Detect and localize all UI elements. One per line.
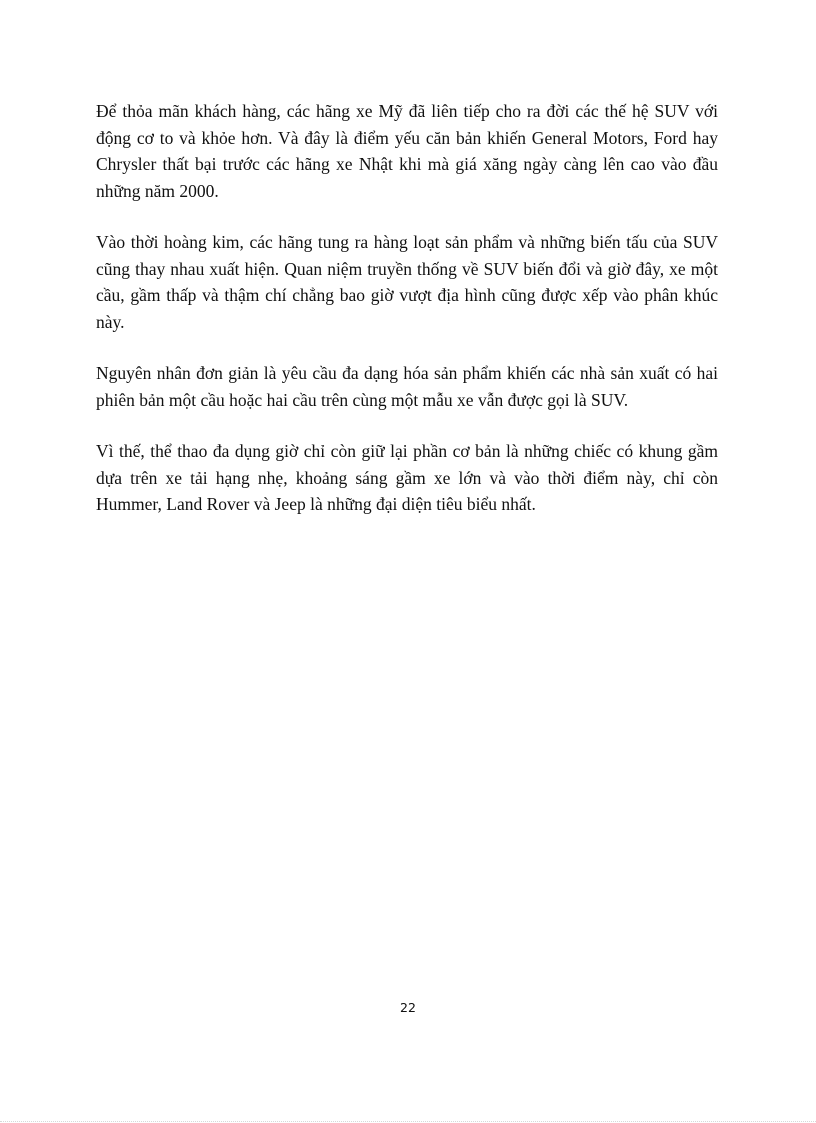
body-text [96, 98, 718, 543]
page-bottom-divider [0, 1121, 816, 1122]
paragraph-3: Nguyên nhân đơn giản là yêu cầu đa dạng hóa sản phẩm khiến các nhà sản xuất có hai phiên bản một cầu hoặc hai cầu trên cùng một mẫu xe vẫn được gọi là SUV. [96, 363, 718, 410]
paragraph-2: Vào thời hoàng kim, các hãng tung ra hàng loạt sản phẩm và những biến tấu của SUV cũng thay nhau xuất hiện. Quan niệm truyền thống về SUV biến đổi và giờ đây, xe một cầu, gầm thấp và thậm chí chẳng bao giờ vượt địa hình cũng được xếp vào phân khúc này. [96, 232, 718, 332]
page-number: 22 [400, 1000, 416, 1015]
paragraph-4: Vì thế, thể thao đa dụng giờ chỉ còn giữ lại phần cơ bản là những chiếc có khung gầm dựa trên xe tải hạng nhẹ, khoảng sáng gầm xe lớn và vào thời điểm này, chỉ còn Hummer, Land Rover và Jeep là những đại diện tiêu biểu nhất. [96, 441, 718, 514]
paragraph-1: Để thỏa mãn khách hàng, các hãng xe Mỹ đã liên tiếp cho ra đời các thế hệ SUV với động cơ to và khỏe hơn. Và đây là điểm yếu căn bản khiến General Motors, Ford hay Chrysler thất bại trước các hãng xe Nhật khi mà giá xăng ngày càng lên cao vào đầu những năm 2000. [96, 101, 718, 201]
